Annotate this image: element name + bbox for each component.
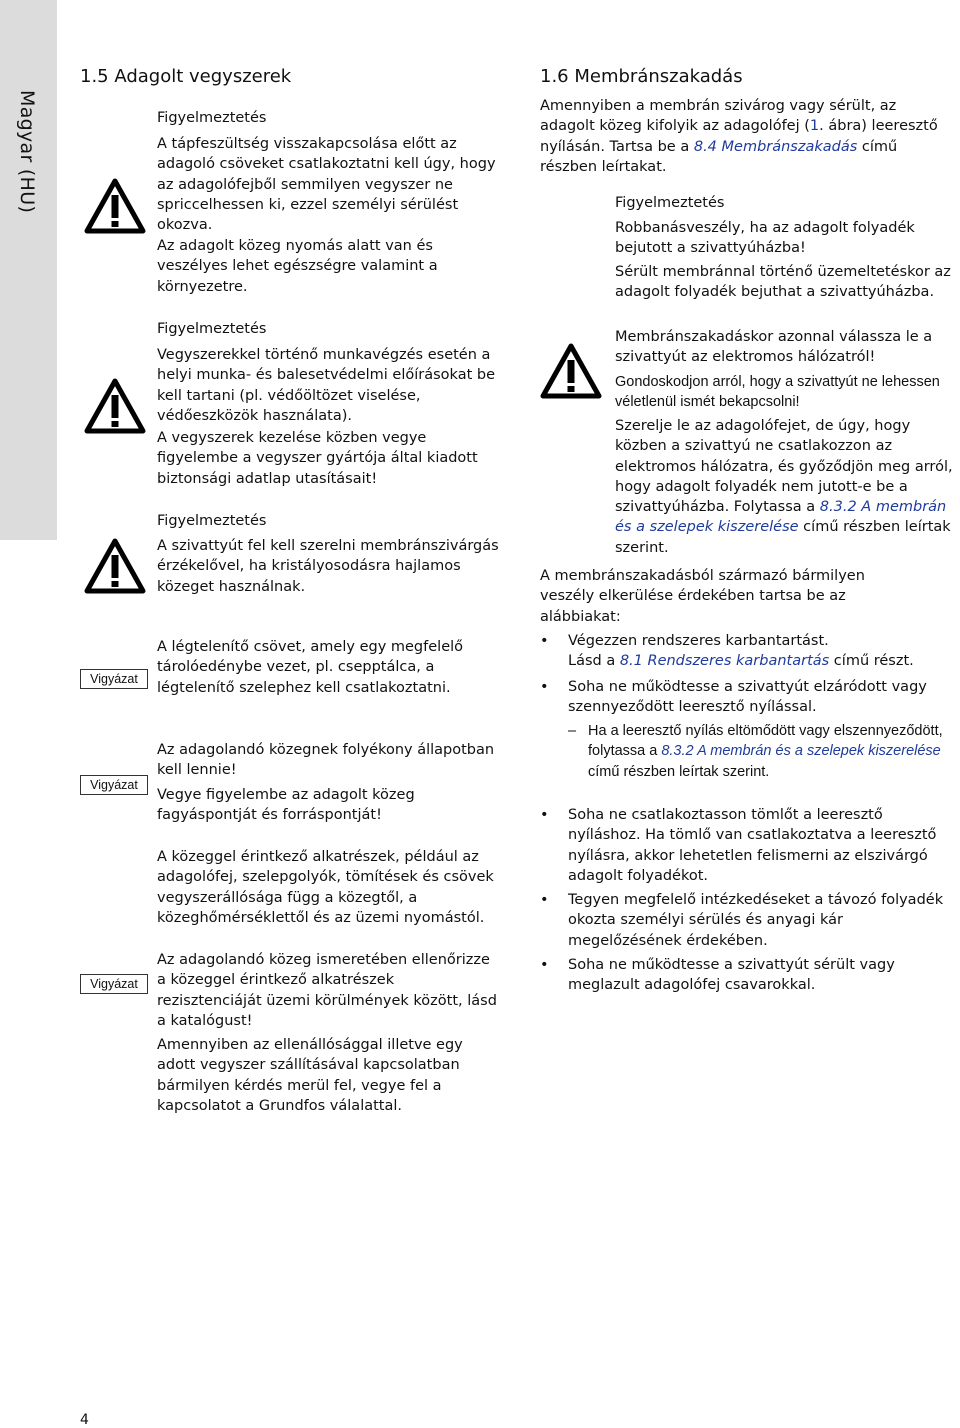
list-item: Soha ne működtesse a szivattyút sérült vagy meglazult adagolófej csavarokkal. — [568, 957, 895, 994]
list-item: Soha ne működtesse a szivattyút elzáródott vagy szennyeződött leeresztő nyílással. — [568, 679, 927, 716]
warning-text: A vegyszerek kezelése közben vegye figyelembe a vegyszer gyártója által kiadott biztonsági adatlap utasításait! — [157, 430, 478, 487]
caution-text: Az adagolandó közegnek folyékony állapotban kell lennie! — [157, 742, 495, 779]
sub-list-item: Ha a leeresztő nyílás eltömődött vagy elszennyeződött, folytassa a 8.3.2 A membrán és a szelepek kiszerelése című részben leírtak szerint. — [588, 723, 943, 780]
section-link-disassembly[interactable]: 8.3.2 A membrán és a szelepek kiszerelése — [615, 499, 947, 536]
warning-triangle-icon — [540, 343, 602, 399]
caution-text: Az adagolandó közeg ismeretében ellenőrizze a közeggel érintkező alkatrészek rezisztenciáját üzemi körülmények között, lásd a katalógust! — [157, 952, 497, 1029]
warning-triangle-icon — [84, 378, 146, 434]
warning-text: Vegyszerekkel történő munkavégzés esetén a helyi munka- és balesetvédelmi előírásokat be kell tartani (pl. védőöltözet viselése, védőeszközök használata). — [157, 347, 496, 424]
bullet-marker: • — [540, 807, 549, 823]
bullet-marker: • — [540, 679, 549, 695]
section-heading-membrane: 1.6 Membránszakadás — [540, 66, 743, 87]
warning-triangle-icon — [84, 178, 146, 234]
section-heading-chemicals: 1.5 Adagolt vegyszerek — [80, 66, 292, 87]
warning-text: Sérült membránnal történő üzemeltetéskor az adagolt folyadék bejuthat a szivattyúházba. — [615, 264, 951, 301]
language-label: Magyar (HU) — [16, 90, 38, 214]
list-item: Végezzen rendszeres karbantartást. Lásd a 8.1 Rendszeres karbantartás című részt. — [568, 633, 914, 670]
language-sidebar — [0, 0, 57, 540]
bullet-marker: • — [540, 892, 549, 908]
caution-label: Vigyázat — [80, 974, 148, 994]
list-item: Tegyen megfelelő intézkedéseket a távozó folyadék okozta személyi sérülés és anyagi kár megelőzésének érdekében. — [568, 892, 944, 949]
caution-text: Amennyiben az ellenállósággal illetve egy adott vegyszer szállításával kapcsolatban bármilyen kérdés merül fel, vegye fel a kapcsolatot a Grundfos válalattal. — [157, 1037, 463, 1114]
dash-marker: – — [568, 723, 577, 739]
caution-text: Vegye figyelembe az adagolt közeg fagyáspontját és forráspontját! — [157, 787, 415, 824]
section-link-membrane-rupture[interactable]: 8.4 Membránszakadás — [693, 138, 858, 155]
body-paragraph: A közeggel érintkező alkatrészek, például az adagolófej, szelepgolyók, tömítések és csövek vegyszerállósága függ a közegtől, a közeghőmérséklettől és az üzemi nyomástól. — [157, 849, 494, 926]
page-number: 4 — [80, 1412, 89, 1428]
warning-title: Figyelmeztetés — [615, 195, 725, 211]
bullet-marker: • — [540, 633, 549, 649]
list-item: Soha ne csatlakoztasson tömlőt a leeresztő nyíláshoz. Ha tömlő van csatlakoztatva a leeresztő nyílásra, akkor lehetetlen felismerni az elszivárgó adagolt folyadékot. — [568, 807, 937, 884]
warning-triangle-icon — [84, 538, 146, 594]
figure-link[interactable]: 1 — [809, 118, 820, 135]
warning-text: Az adagolt közeg nyomás alatt van és veszélyes lehet egészségre valamint a környezetre. — [157, 238, 438, 295]
caution-label: Vigyázat — [80, 669, 148, 689]
warning-title: Figyelmeztetés — [157, 513, 267, 529]
warning-text: A tápfeszültség visszakapcsolása előtt az adagoló csöveket csatlakoztatni kell úgy, hogy az adagolófejből semmilyen vegyszer ne spriccelhessen ki, ezzel személyi sérülést okozva. — [157, 136, 496, 234]
caution-label: Vigyázat — [80, 775, 148, 795]
warning-title: Figyelmeztetés — [157, 110, 267, 126]
warning-text: Gondoskodjon arról, hogy a szivattyút ne lehessen véletlenül ismét bekapcsolni! — [615, 374, 940, 411]
bullet-marker: • — [540, 957, 549, 973]
warning-text: Robbanásveszély, ha az adagolt folyadék bejutott a szivattyúházba! — [615, 220, 915, 257]
section-link-maintenance[interactable]: 8.1 Rendszeres karbantartás — [619, 653, 830, 670]
warning-text: A szivattyút fel kell szerelni membránszivárgás érzékelővel, ha kristályosodásra hajlamos közeget használnak. — [157, 538, 499, 595]
warning-text: Membránszakadáskor azonnal válassza le a szivattyút az elektromos hálózatról! — [615, 329, 933, 366]
section-link-disassembly[interactable]: 8.3.2 A membrán és a szelepek kiszerelése — [661, 743, 941, 760]
warning-text: Szerelje le az adagolófejet, de úgy, hogy közben a szivattyú ne csatlakozzon az elektromos hálózatra, és győződjön meg arról, hogy adagolt folyadék nem jutott-e be a szivattyúházba. Folytassa a 8.3.2 A membrán és a szelepek kiszerelése című részben leírtak szerint. — [615, 418, 953, 556]
caution-text: A légtelenítő csövet, amely egy megfelelő tárolóedénybe vezet, pl. csepptálca, a légtelenítő szelephez kell csatlakoztatni. — [157, 639, 464, 696]
warning-title: Figyelmeztetés — [157, 321, 267, 337]
intro-paragraph: Amennyiben a membrán szivárog vagy sérült, az adagolt közeg kifolyik az adagolófej (1. ábra) leeresztő nyílásán. Tartsa be a 8.4 Membránszakadás című részben leírtakat. — [540, 98, 938, 175]
body-paragraph: A membránszakadásból származó bármilyen veszély elkerülése érdekében tartsa be az alábbiakat: — [540, 568, 865, 625]
